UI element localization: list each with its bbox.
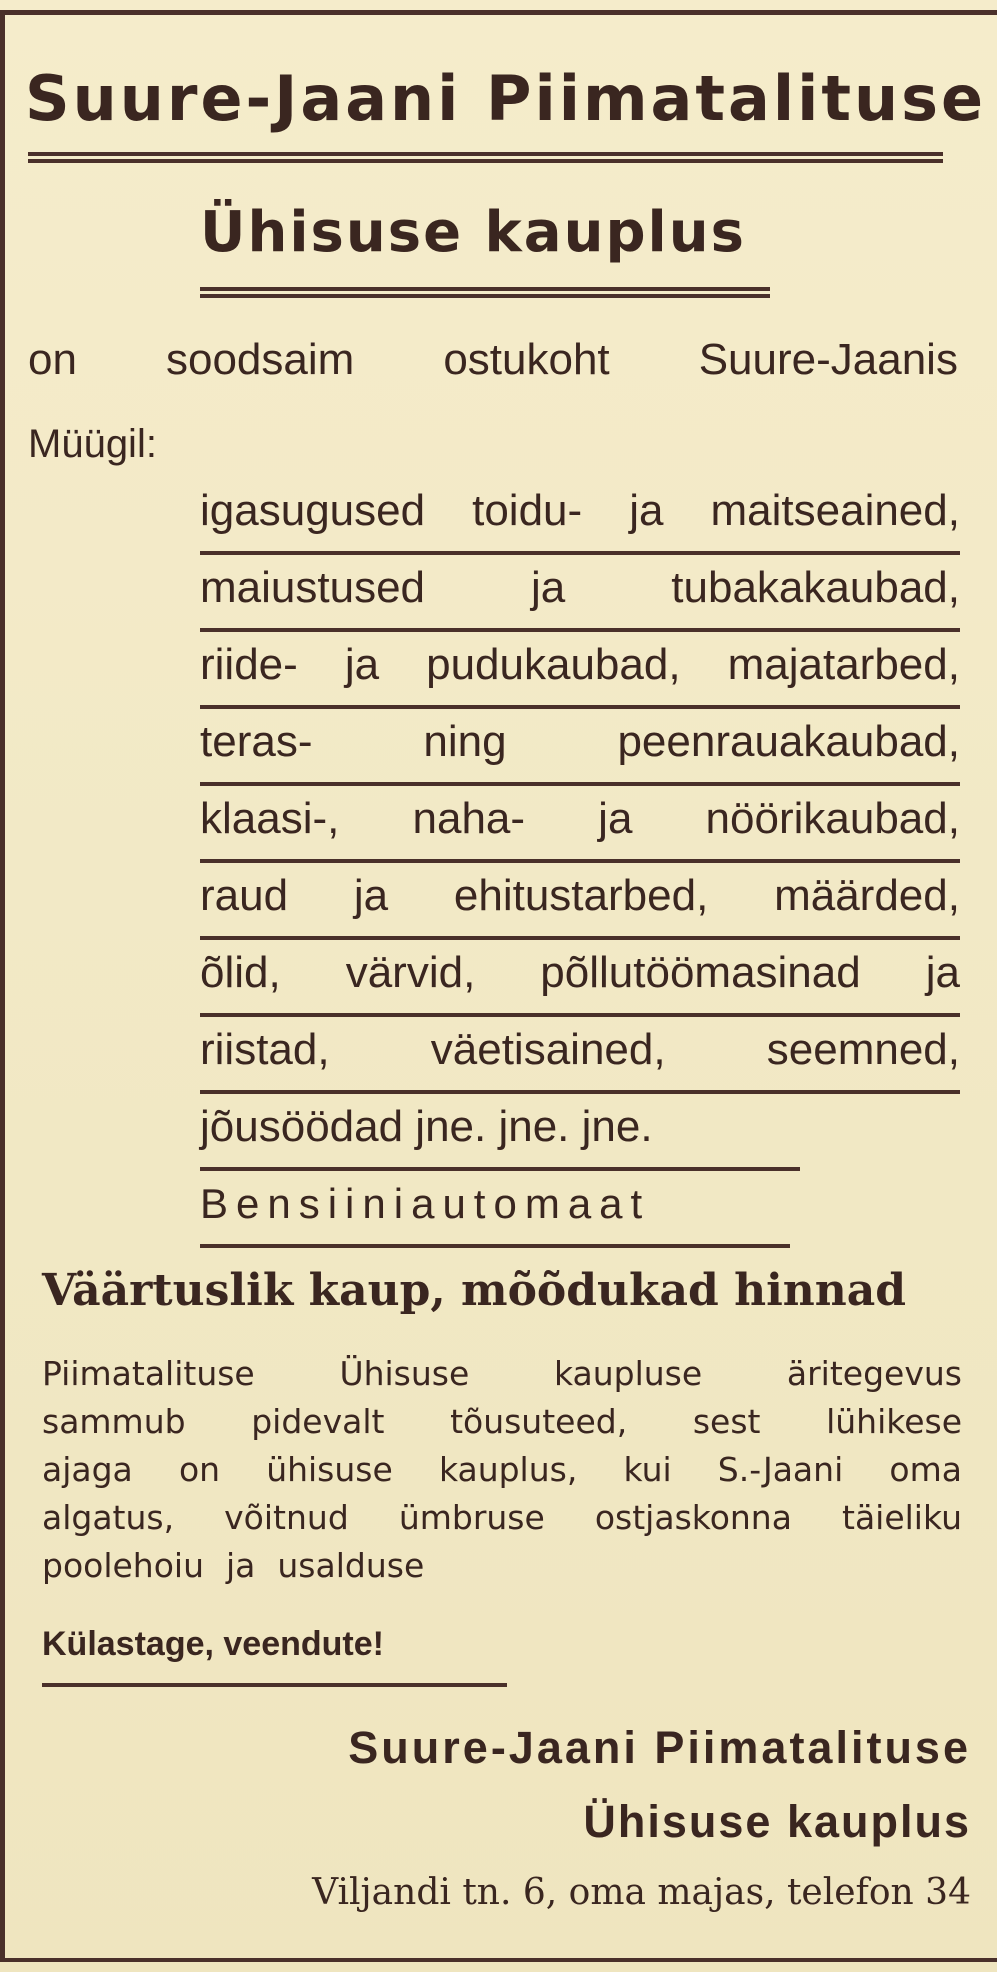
sale-item xyxy=(200,709,960,786)
paragraph-line xyxy=(42,1494,962,1542)
sale-item-word: klaasi-, xyxy=(200,794,340,843)
intro-line xyxy=(28,335,958,385)
intro-word: on xyxy=(28,335,77,384)
paragraph-word: lühikese xyxy=(826,1402,962,1441)
sale-item-word: ja xyxy=(598,794,633,843)
sale-item xyxy=(200,478,960,555)
paragraph-word: algatus, xyxy=(42,1498,175,1537)
paragraph-word: Piimatalituse xyxy=(42,1354,255,1393)
sale-item-word: toidu- xyxy=(472,486,583,535)
paragraph-word: kaupluse xyxy=(553,1354,703,1393)
sale-item xyxy=(200,1017,960,1094)
paragraph-word: ostjaskonna xyxy=(594,1498,792,1537)
sale-item-word: peenrauakaubad, xyxy=(617,717,960,766)
shop-address: Viljandi tn. 6, oma majas, telefon 34 xyxy=(312,1872,971,1913)
description-paragraph xyxy=(42,1350,962,1590)
ad-subtitle: Ühisuse kauplus xyxy=(200,200,746,265)
sale-label: Müügil: xyxy=(28,422,157,466)
sale-item-word: majatarbed, xyxy=(727,640,960,689)
sale-items-list xyxy=(200,478,960,1248)
sale-item xyxy=(200,940,960,1017)
title-divider xyxy=(28,152,943,163)
paragraph-word: oma xyxy=(889,1450,962,1489)
sale-item-word: naha- xyxy=(412,794,526,843)
sale-item xyxy=(200,632,960,709)
paragraph-word: tõusuteed, xyxy=(450,1402,628,1441)
sale-item-word: raud xyxy=(200,871,289,920)
paragraph-word: S.-Jaani xyxy=(717,1450,844,1489)
intro-word: ostukoht xyxy=(443,335,610,384)
paragraph-word: äritegevus xyxy=(786,1354,962,1393)
ad-title: Suure-Jaani Piimatalituse xyxy=(25,62,987,135)
intro-word: soodsaim xyxy=(165,335,355,384)
sale-item-word: maitseained, xyxy=(710,486,960,535)
paragraph-word: pidevalt xyxy=(251,1402,385,1441)
paragraph-word: sammub xyxy=(42,1402,186,1441)
sale-item-word: igasugused xyxy=(200,486,426,535)
sale-item-word: ning xyxy=(423,717,507,766)
paragraph-word: kauplus, xyxy=(438,1450,578,1489)
left-border-rule xyxy=(0,10,5,1962)
sale-item xyxy=(200,786,960,863)
cta-underline xyxy=(42,1683,507,1687)
paragraph-line xyxy=(42,1446,962,1494)
paragraph-line xyxy=(42,1542,962,1590)
paragraph-word: Ühisuse xyxy=(339,1354,470,1393)
paragraph-word: ümbruse xyxy=(398,1498,545,1537)
sale-item-fuel xyxy=(200,1171,790,1248)
paragraph-word: võitnud xyxy=(224,1498,349,1537)
paragraph-line xyxy=(42,1398,962,1446)
paragraph-word: ühisuse xyxy=(266,1450,393,1489)
sale-item-word: ja xyxy=(531,563,566,612)
sale-item-word: ja xyxy=(353,871,389,920)
sale-item-word: riistad, xyxy=(200,1025,330,1074)
sale-item-word: Bensiiniautomaat xyxy=(200,1180,651,1227)
sale-item-word: riide- xyxy=(200,640,298,689)
bottom-border-rule xyxy=(0,1958,997,1962)
sale-item-word: põllutöömasinad xyxy=(540,948,861,997)
sale-item-word: värvid, xyxy=(345,948,476,997)
top-border-rule xyxy=(0,10,997,15)
sale-item xyxy=(200,1094,800,1171)
signature-line-2: Ühisuse kauplus xyxy=(583,1796,971,1847)
sale-item-word: nöörikaubad, xyxy=(705,794,960,843)
paragraph-word: kui xyxy=(623,1450,672,1489)
paragraph-word: poolehoiu xyxy=(42,1546,204,1585)
call-to-action: Külastage, veendute! xyxy=(42,1625,384,1663)
sale-item-word: maiustused xyxy=(200,563,426,612)
sale-item-word: jõusöödad jne. jne. jne. xyxy=(200,1102,653,1151)
sale-item-word: pudukaubad, xyxy=(426,640,681,689)
sale-item-word: seemned, xyxy=(766,1025,960,1074)
sale-item-word: ehitustarbed, xyxy=(453,871,709,920)
sale-item-word: ja xyxy=(925,948,960,997)
sale-item-word: õlid, xyxy=(200,948,281,997)
sale-item xyxy=(200,555,960,632)
sale-item xyxy=(200,863,960,940)
subtitle-divider xyxy=(200,287,770,298)
paragraph-word: täieliku xyxy=(842,1498,962,1537)
sale-item-word: määrded, xyxy=(774,871,960,920)
paragraph-word: ja xyxy=(226,1546,256,1585)
intro-word: Suure-Jaanis xyxy=(698,335,958,384)
sale-item-word: tubakakaubad, xyxy=(671,563,960,612)
paragraph-line xyxy=(42,1350,962,1398)
paragraph-word: ajaga xyxy=(42,1450,133,1489)
slogan: Väärtuslik kaup, mõõdukad hinnad xyxy=(42,1265,907,1316)
sale-item-word: teras- xyxy=(200,717,313,766)
sale-item-word: ja xyxy=(629,486,664,535)
paragraph-word: sest xyxy=(692,1402,761,1441)
paragraph-word: on xyxy=(178,1450,221,1489)
signature-line-1: Suure-Jaani Piimatalituse xyxy=(348,1722,971,1773)
paragraph-word: usalduse xyxy=(277,1546,425,1585)
sale-item-word: ja xyxy=(344,640,380,689)
sale-item-word: väetisained, xyxy=(430,1025,666,1074)
